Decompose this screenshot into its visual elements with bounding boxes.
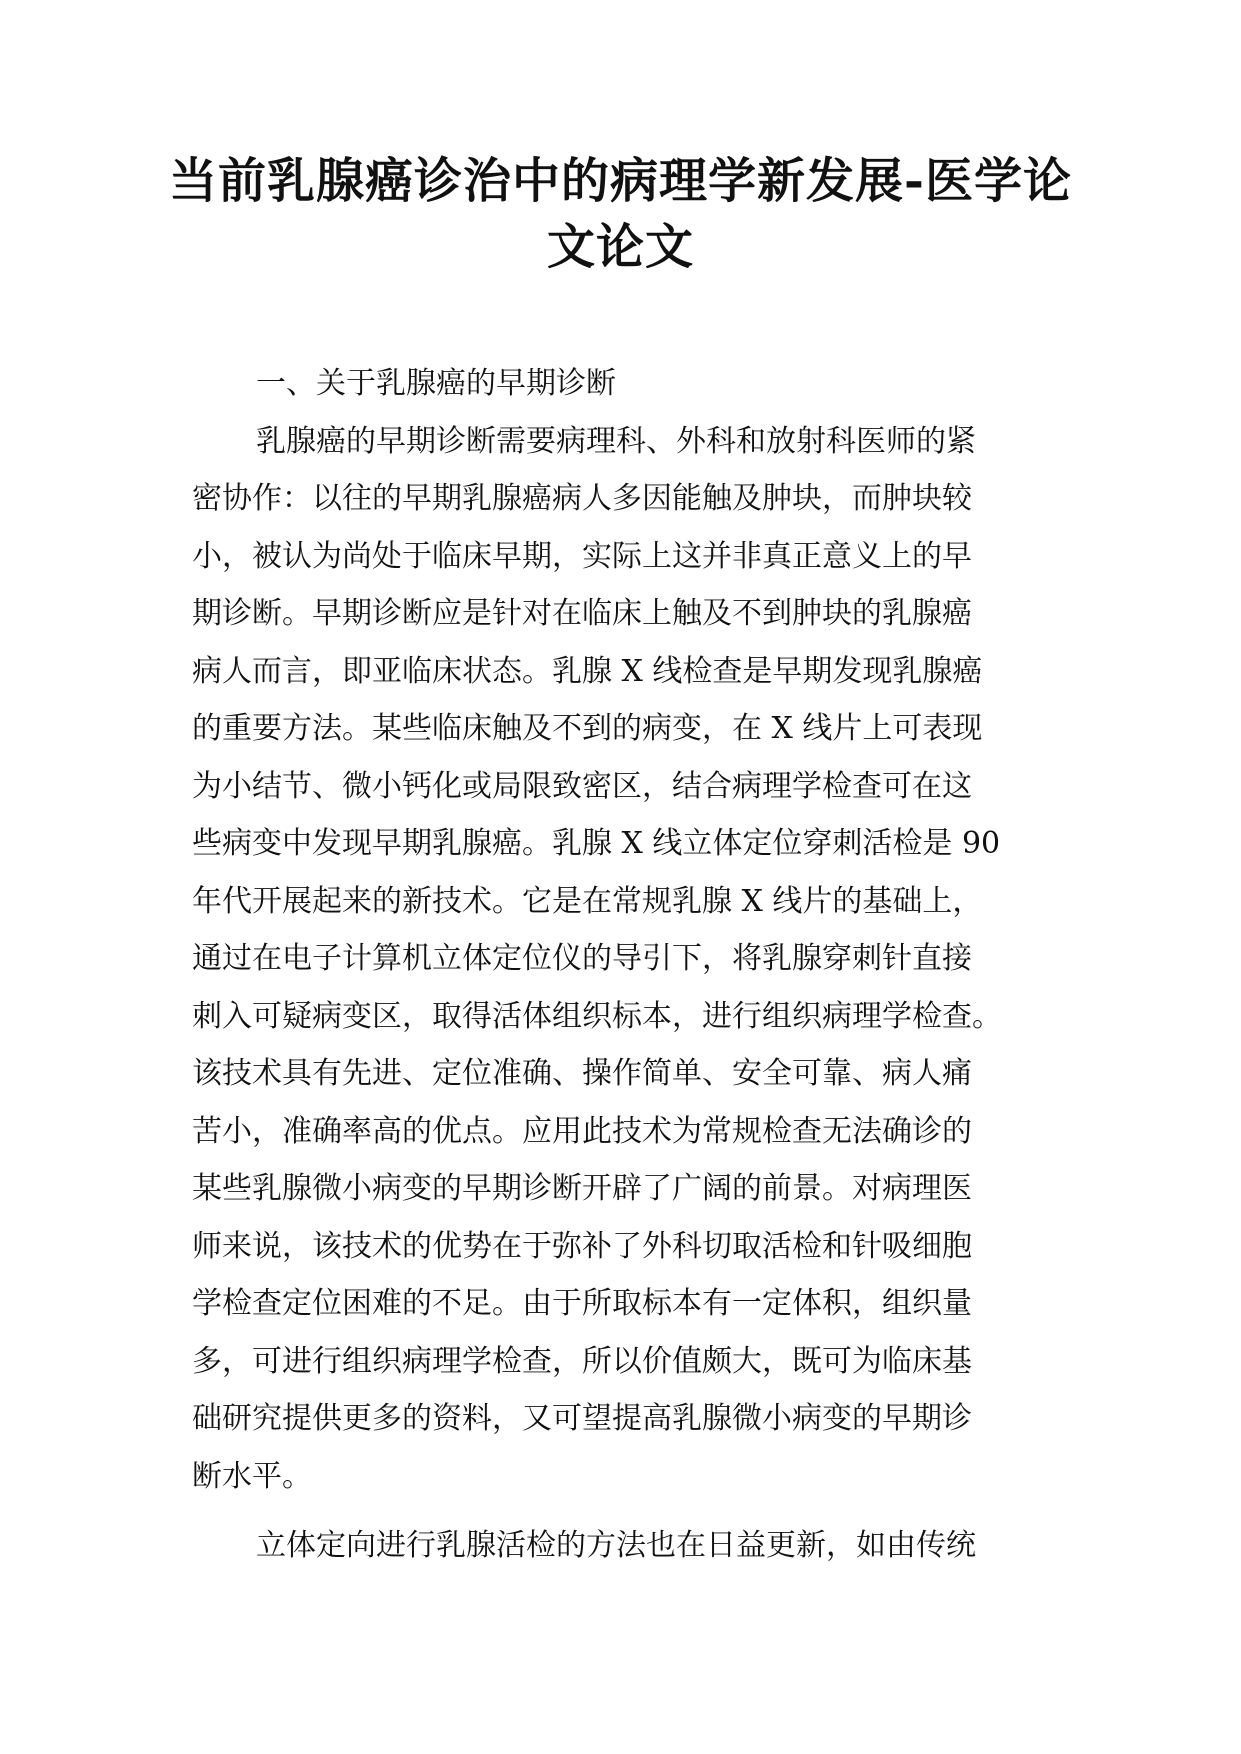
paragraph-line: 础研究提供更多的资料，又可望提高乳腺微小病变的早期诊: [192, 1401, 972, 1436]
paragraph-line: 某些乳腺微小病变的早期诊断开辟了广阔的前景。对病理医: [192, 1171, 972, 1206]
paragraph-line: 些病变中发现早期乳腺癌。乳腺 X 线立体定位穿刺活检是 90: [192, 826, 1001, 861]
paragraph-spacing: [192, 1505, 1052, 1517]
paragraph-line: 年代开展起来的新技术。它是在常规乳腺 X 线片的基础上，: [192, 883, 983, 919]
paragraph-line: 多，可进行组织病理学检查，所以价值颇大，既可为临床基: [192, 1343, 972, 1379]
section-heading: 一、关于乳腺癌的早期诊断: [256, 366, 616, 401]
title-line: 当前乳腺癌诊治中的病理学新发展-医学论: [169, 153, 1072, 209]
paragraph-line: 期诊断。早期诊断应是针对在临床上触及不到肿块的乳腺癌: [192, 596, 972, 631]
paragraph: [192, 413, 1052, 1506]
paragraph-line: 小，被认为尚处于临床早期，实际上这并非真正意义上的早: [192, 538, 972, 574]
paragraph-line: 为小结节、微小钙化或局限致密区，结合病理学检查可在这: [192, 768, 972, 804]
paragraph-line: 的重要方法。某些临床触及不到的病变，在 X 线片上可表现: [192, 711, 983, 746]
document-title: [160, 148, 1081, 280]
paragraph-line: 刺入可疑病变区，取得活体组织标本，进行组织病理学检查。: [192, 998, 1002, 1034]
paragraph-line: 密协作：以往的早期乳腺癌病人多因能触及肿块，而肿块较: [192, 481, 972, 516]
paragraph: [192, 1517, 1052, 1575]
paragraph-line: 病人而言，即亚临床状态。乳腺 X 线检查是早期发现乳腺癌: [192, 653, 983, 689]
paragraph-line: 师来说，该技术的优势在于弥补了外科切取活检和针吸细胞: [192, 1228, 972, 1264]
paragraph-line: 立体定向进行乳腺活检的方法也在日益更新，如由传统: [256, 1528, 976, 1563]
document-body: [192, 355, 1052, 1575]
paragraph-line: 通过在电子计算机立体定位仪的导引下，将乳腺穿刺针直接: [192, 941, 972, 976]
paragraph-line: 断水平。: [192, 1458, 312, 1494]
title-line: 文论文: [546, 219, 694, 275]
paragraph-line: 苦小，准确率高的优点。应用此技术为常规检查无法确诊的: [192, 1113, 972, 1149]
paragraph-line: 乳腺癌的早期诊断需要病理科、外科和放射科医师的紧: [256, 423, 976, 459]
paragraph-line: 学检查定位困难的不足。由于所取标本有一定体积，组织量: [192, 1286, 972, 1321]
paragraph-line: 该技术具有先进、定位准确、操作简单、安全可靠、病人痛: [192, 1056, 972, 1091]
